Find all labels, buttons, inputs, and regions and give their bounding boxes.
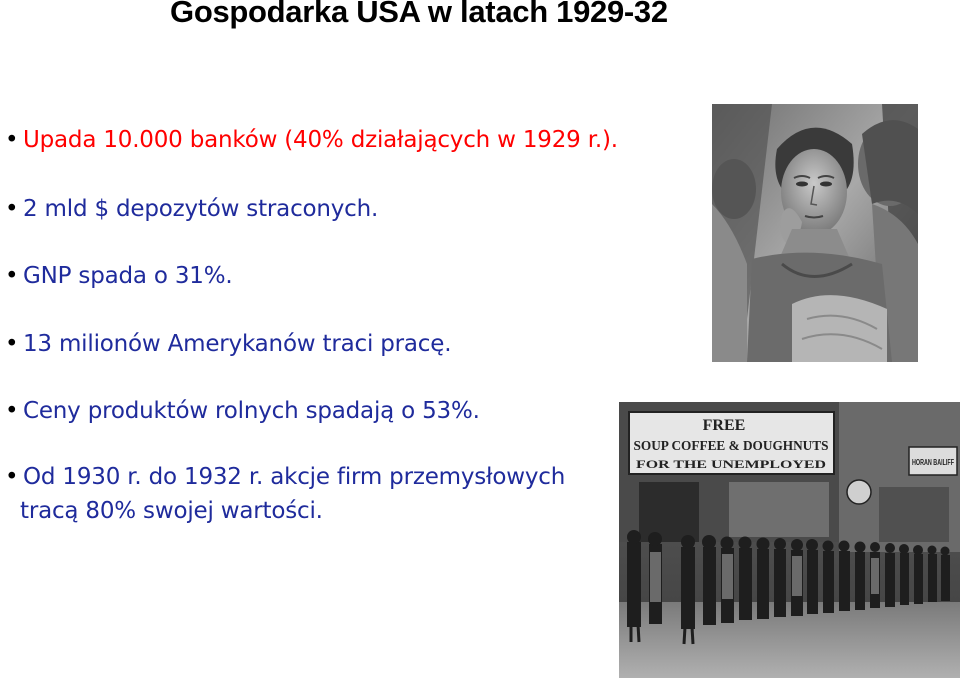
bullet-marker: • xyxy=(5,464,19,490)
bullet-marker: • xyxy=(5,127,19,153)
slide-title: Gospodarka USA w latach 1929-32 xyxy=(170,0,668,29)
bullet-text: Ceny produktów rolnych spadają o 53%. xyxy=(23,398,480,424)
bullet-item xyxy=(5,461,565,494)
bullet-marker: • xyxy=(5,331,19,357)
sign-line-3: FOR THE UNEMPLOYED xyxy=(636,457,827,471)
bullet-text: Od 1930 r. do 1932 r. akcje firm przemysłowych xyxy=(23,464,566,490)
bullet-marker: • xyxy=(5,398,19,424)
sign-line-2: SOUP COFFEE & DOUGHNUTS xyxy=(633,439,829,454)
bullet-text: 2 mld $ depozytów straconych. xyxy=(23,196,379,222)
bullet-text-continuation: tracą 80% swojej wartości. xyxy=(20,498,323,524)
bullet-item xyxy=(5,328,451,361)
bullet-item xyxy=(5,260,233,293)
bullet-item xyxy=(5,395,480,428)
bullet-item xyxy=(5,124,618,157)
bullet-item xyxy=(5,193,378,226)
migrant-mother-photo xyxy=(712,104,918,362)
bullet-text: Upada 10.000 banków (40% działających w 1929 r.). xyxy=(23,127,618,153)
sign-right: HORAN BAILIFF xyxy=(912,458,955,467)
bullet-marker: • xyxy=(5,196,19,222)
breadline-photo xyxy=(619,402,960,678)
sign-line-1: FREE xyxy=(702,417,746,434)
breadline-illustration xyxy=(619,402,960,678)
bullet-text: GNP spada o 31%. xyxy=(23,263,233,289)
migrant-mother-illustration xyxy=(712,104,918,362)
bullet-marker: • xyxy=(5,263,19,289)
bullet-text: 13 milionów Amerykanów traci pracę. xyxy=(23,331,452,357)
